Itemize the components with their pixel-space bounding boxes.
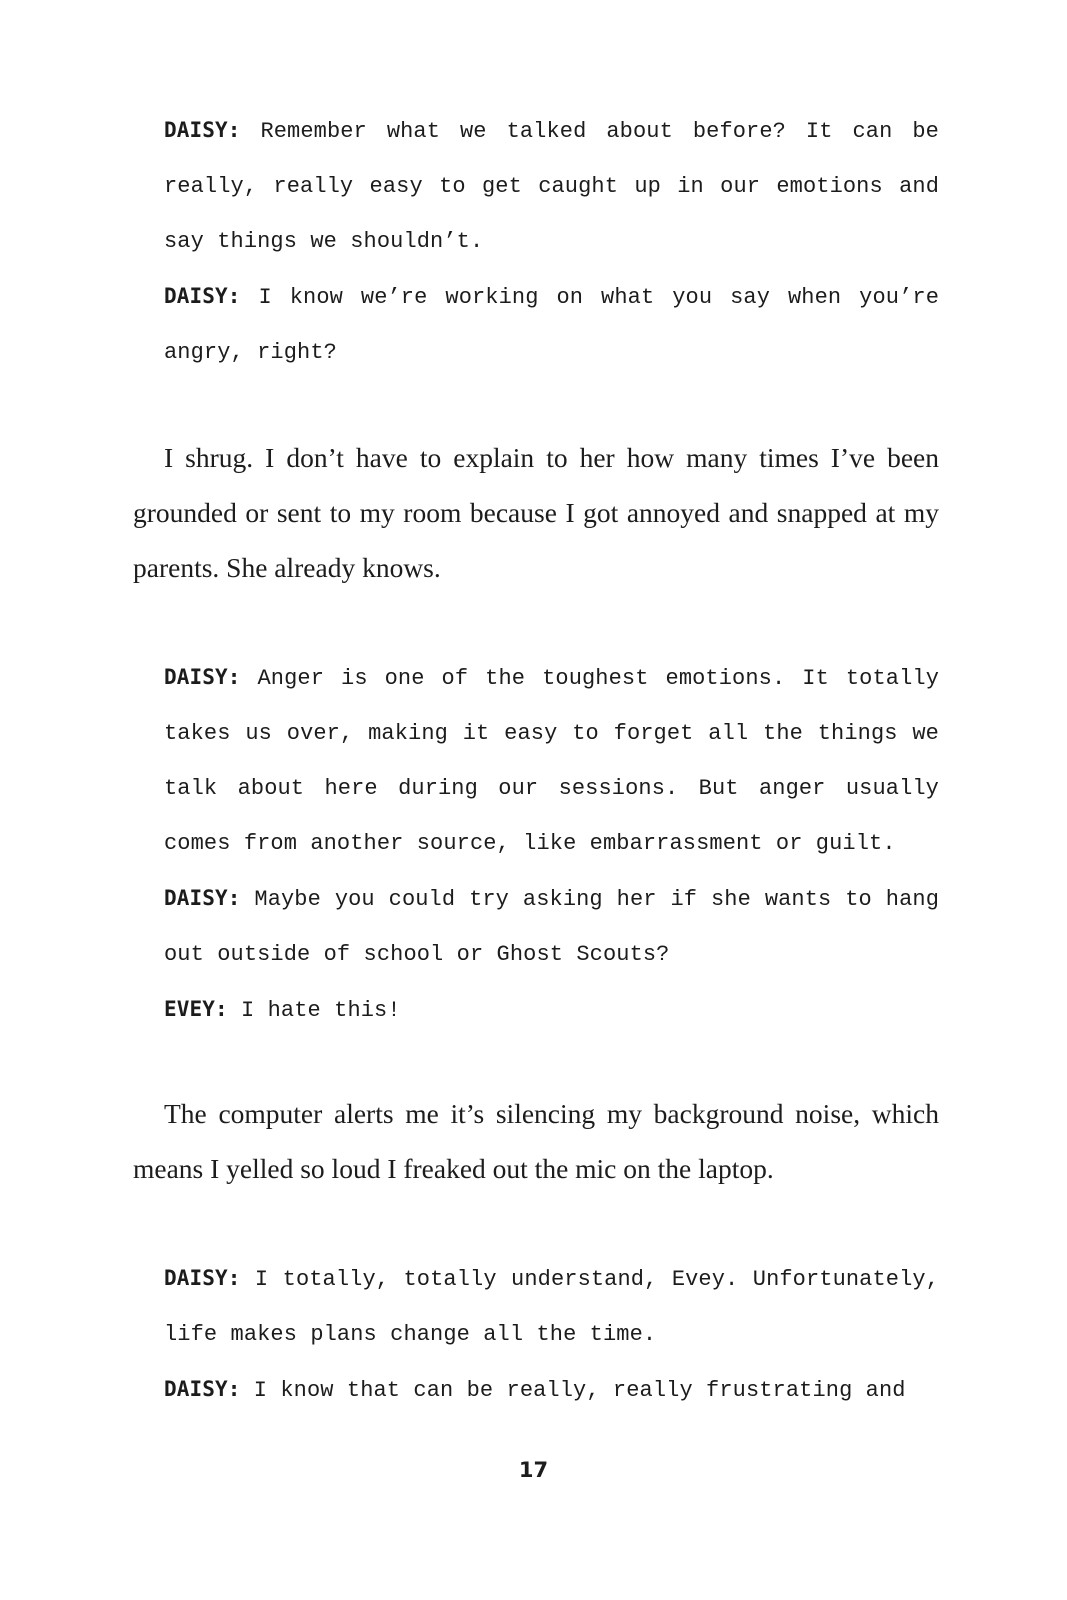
chat-message: Maybe you could try asking her if she wants to hang out outside of school or Ghost Scouts? [164, 887, 939, 967]
chat-message: Remember what we talked about before? It can be really, really easy to get caught up in our emotions and say things we shouldn’t. [164, 119, 939, 254]
paragraph-text: I shrug. I don’t have to explain to her how many times I’ve been grounded or sent to my room because I got annoyed and snapped at my parents. She already knows. [133, 442, 939, 583]
paragraph-text: The computer alerts me it’s silencing my background noise, which means I yelled so loud I freaked out the mic on the laptop. [133, 1098, 939, 1184]
chat-transcript-block [164, 650, 939, 1038]
speaker-label: DAISY: [164, 886, 241, 910]
speaker-label: DAISY: [164, 665, 241, 689]
page-number: 17 [518, 1458, 549, 1482]
chat-message: I know that can be really, really frustrating and [240, 1378, 906, 1403]
chat-transcript-block [164, 103, 939, 380]
chat-line [164, 871, 939, 982]
speaker-label: EVEY: [164, 997, 228, 1021]
speaker-label: DAISY: [164, 1266, 241, 1290]
narrative-paragraph [133, 1086, 939, 1196]
narrative-paragraph [133, 430, 939, 595]
chat-message: Anger is one of the toughest emotions. It totally takes us over, making it easy to forget all the things we talk about here during our sessions. But anger usually comes from another source, like embarrassment or guilt. [164, 666, 939, 856]
chat-message: I totally, totally understand, Evey. Unfortunately, life makes plans change all the time. [164, 1267, 939, 1347]
chat-line [164, 650, 939, 871]
chat-line [164, 269, 939, 380]
chat-line [164, 1362, 939, 1418]
chat-transcript-block [164, 1251, 939, 1418]
chat-message: I know we’re working on what you say when you’re angry, right? [164, 285, 939, 365]
chat-line [164, 982, 939, 1038]
chat-line [164, 1251, 939, 1362]
speaker-label: DAISY: [164, 1377, 241, 1401]
chat-message: I hate this! [227, 998, 401, 1023]
speaker-label: DAISY: [164, 284, 241, 308]
chat-line [164, 103, 939, 269]
speaker-label: DAISY: [164, 118, 241, 142]
